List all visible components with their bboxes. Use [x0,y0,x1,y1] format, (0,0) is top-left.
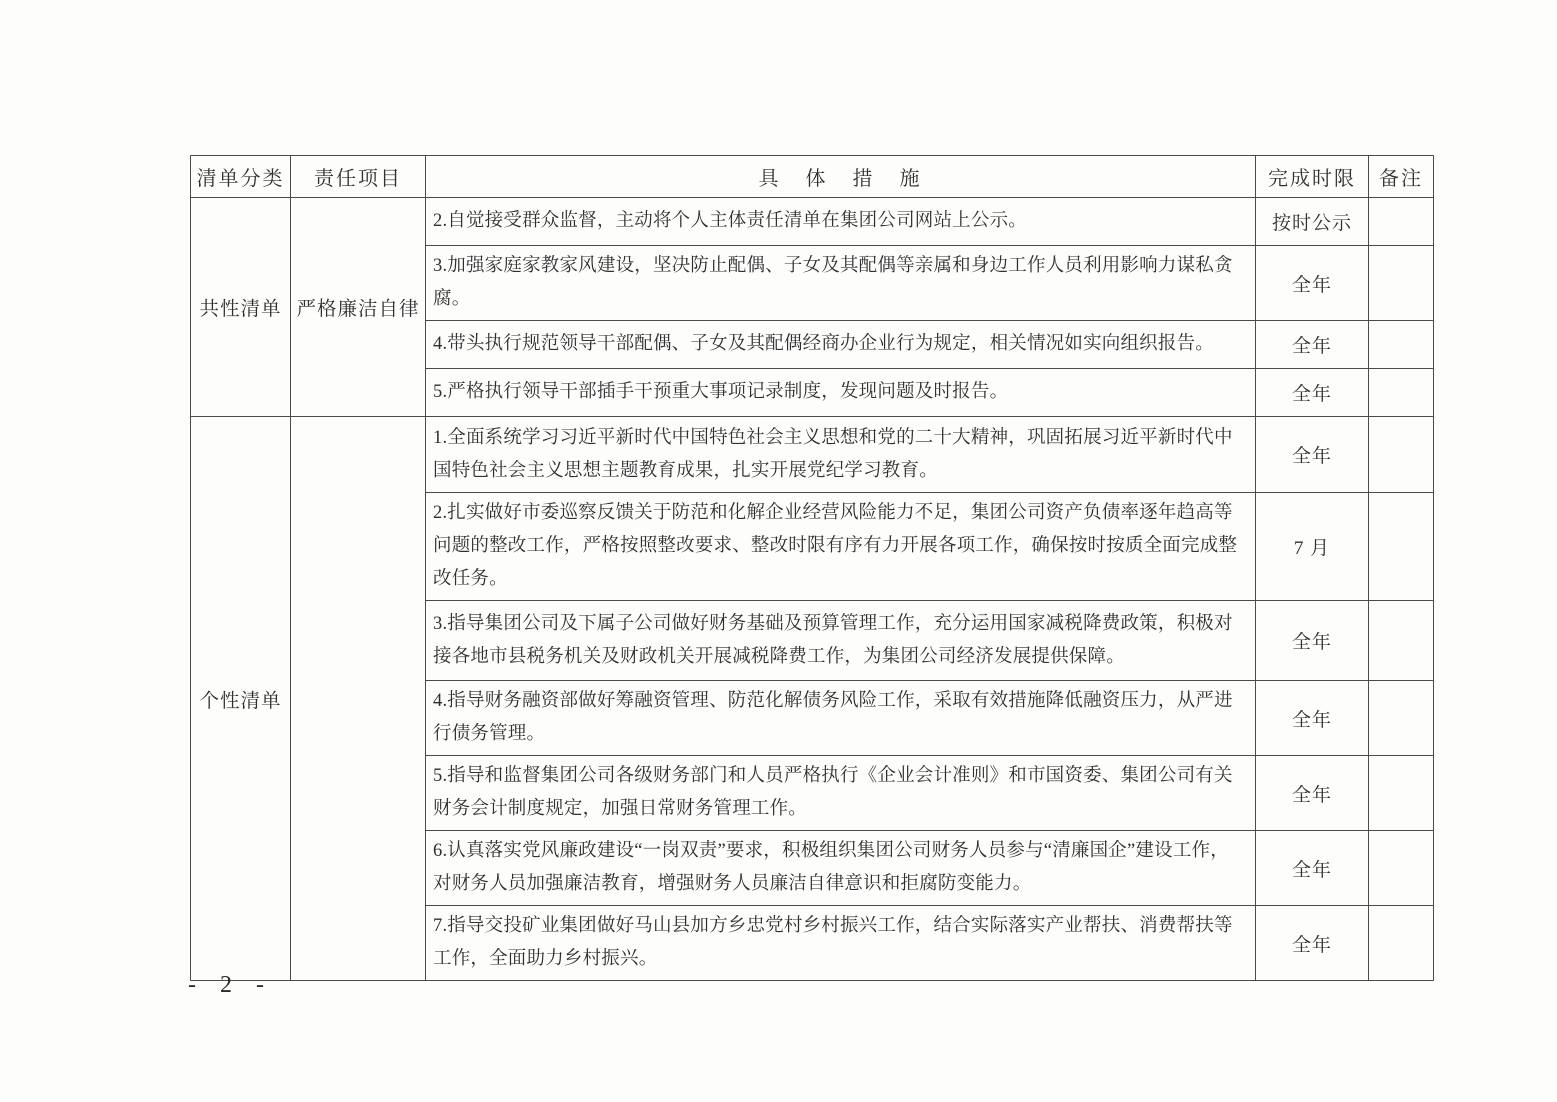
measure-cell: 5.指导和监督集团公司各级财务部门和人员严格执行《企业会计准则》和市国资委、集团公司有关财务会计制度规定，加强日常财务管理工作。 [426,756,1256,831]
header-cell-project: 责任项目 [291,156,426,198]
remark-cell [1369,756,1434,831]
table-row [191,417,1434,493]
remark-cell [1369,417,1434,493]
table-header-row [191,156,1434,198]
project-cell-group2 [291,417,426,981]
measure-cell: 4.带头执行规范领导干部配偶、子女及其配偶经商办企业行为规定，相关情况如实向组织报告。 [426,321,1256,369]
remark-cell [1369,681,1434,756]
deadline-cell: 7 月 [1256,493,1369,601]
deadline-cell: 全年 [1256,246,1369,321]
category-cell-group2: 个性清单 [191,417,291,981]
remark-cell [1369,831,1434,906]
measure-cell: 3.指导集团公司及下属子公司做好财务基础及预算管理工作，充分运用国家减税降费政策，积极对接各地市县税务机关及财政机关开展减税降费工作，为集团公司经济发展提供保障。 [426,601,1256,681]
header-cell-deadline: 完成时限 [1256,156,1369,198]
measure-cell: 2.扎实做好市委巡察反馈关于防范和化解企业经营风险能力不足，集团公司资产负债率逐年趋高等问题的整改工作，严格按照整改要求、整改时限有序有力开展各项工作，确保按时按质全面完成整改任务。 [426,493,1256,601]
page-number: - 2 - [188,972,273,998]
deadline-cell: 按时公示 [1256,198,1369,246]
header-cell-remark: 备注 [1369,156,1434,198]
measure-cell: 2.自觉接受群众监督，主动将个人主体责任清单在集团公司网站上公示。 [426,198,1256,246]
deadline-cell: 全年 [1256,681,1369,756]
responsibility-table [190,155,1434,981]
remark-cell [1369,321,1434,369]
remark-cell [1369,493,1434,601]
measure-cell: 1.全面系统学习习近平新时代中国特色社会主义思想和党的二十大精神，巩固拓展习近平新时代中国特色社会主义思想主题教育成果，扎实开展党纪学习教育。 [426,417,1256,493]
table-row [191,198,1434,246]
measure-cell: 7.指导交投矿业集团做好马山县加方乡忠党村乡村振兴工作，结合实际落实产业帮扶、消费帮扶等工作，全面助力乡村振兴。 [426,906,1256,981]
deadline-cell: 全年 [1256,831,1369,906]
measure-cell: 3.加强家庭家教家风建设，坚决防止配偶、子女及其配偶等亲属和身边工作人员利用影响力谋私贪腐。 [426,246,1256,321]
measure-cell: 6.认真落实党风廉政建设“一岗双责”要求，积极组织集团公司财务人员参与“清廉国企”建设工作，对财务人员加强廉洁教育，增强财务人员廉洁自律意识和拒腐防变能力。 [426,831,1256,906]
deadline-cell: 全年 [1256,321,1369,369]
remark-cell [1369,906,1434,981]
remark-cell [1369,198,1434,246]
header-cell-measure: 具 体 措 施 [426,156,1256,198]
deadline-cell: 全年 [1256,906,1369,981]
deadline-cell: 全年 [1256,601,1369,681]
measure-cell: 5.严格执行领导干部插手干预重大事项记录制度，发现问题及时报告。 [426,369,1256,417]
remark-cell [1369,369,1434,417]
header-cell-category: 清单分类 [191,156,291,198]
remark-cell [1369,246,1434,321]
project-cell-group1: 严格廉洁自律 [291,198,426,417]
deadline-cell: 全年 [1256,417,1369,493]
measure-cell: 4.指导财务融资部做好筹融资管理、防范化解债务风险工作，采取有效措施降低融资压力，从严进行债务管理。 [426,681,1256,756]
deadline-cell: 全年 [1256,756,1369,831]
deadline-cell: 全年 [1256,369,1369,417]
category-cell-group1: 共性清单 [191,198,291,417]
remark-cell [1369,601,1434,681]
